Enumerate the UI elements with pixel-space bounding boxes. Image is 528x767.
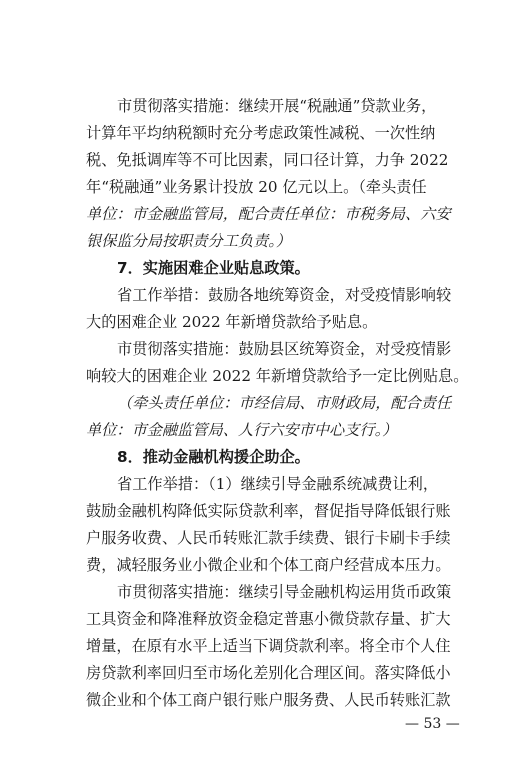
- paragraph-line: 微企业和个体工商户银行账户服务费、人民币转账汇款: [86, 691, 451, 709]
- section-heading: 7．实施困难企业贴息政策。: [117, 259, 310, 277]
- paragraph-line: （牵头责任单位：市经信局、市财政局，配合责任: [117, 394, 452, 412]
- paragraph-line: 计算年平均纳税额时充分考虑政策性减税、一次性纳: [86, 124, 436, 142]
- paragraph-line: 单位：市金融监管局，配合责任单位：市税务局、六安: [86, 205, 451, 223]
- paragraph-line: 房贷款利率回归至市场化差别化合理区间。落实降低小: [86, 664, 451, 682]
- paragraph-line: 省工作举措：（1）继续引导金融系统减费让利，: [117, 475, 439, 493]
- paragraph-line: 市贯彻落实措施：继续开展“税融通”贷款业务，: [117, 97, 437, 115]
- paragraph-line: 鼓励金融机构降低实际贷款利率，督促指导降低银行账: [86, 502, 451, 520]
- paragraph-line: 大的困难企业 2022 年新增贷款给予贴息。: [86, 313, 378, 331]
- paragraph-line: 单位：市金融监管局、人行六安市中心支行。）: [86, 421, 398, 439]
- paragraph-line: 银保监分局按职责分工负责。）: [86, 232, 292, 250]
- paragraph-line: 市贯彻落实措施：鼓励县区统筹资金，对受疫情影: [117, 340, 452, 358]
- paragraph-line: 户服务收费、人民币转账汇款手续费、银行卡刷卡手续: [86, 529, 451, 547]
- paragraph-line: 费，减轻服务业小微企业和个体工商户经营成本压力。: [86, 556, 451, 574]
- paragraph-line: 响较大的困难企业 2022 年新增贷款给予一定比例贴息。: [86, 367, 469, 385]
- paragraph-line: 市贯彻落实措施：继续引导金融机构运用货币政策: [117, 583, 452, 601]
- paragraph-line: 税、免抵调库等不可比因素，同口径计算，力争 2022: [86, 151, 449, 169]
- paragraph-line: 年“税融通”业务累计投放 20 亿元以上。（牵头责任: [86, 178, 427, 196]
- paragraph-line: 工具资金和降准释放资金稳定普惠小微贷款存量、扩大: [86, 610, 451, 628]
- paragraph-line: 省工作举措：鼓励各地统筹资金，对受疫情影响较: [117, 286, 452, 304]
- paragraph-line: 增量，在原有水平上适当下调贷款利率。将全市个人住: [86, 637, 451, 655]
- section-heading: 8．推动金融机构援企助企。: [117, 448, 310, 466]
- page-number: — 53 —: [405, 716, 460, 732]
